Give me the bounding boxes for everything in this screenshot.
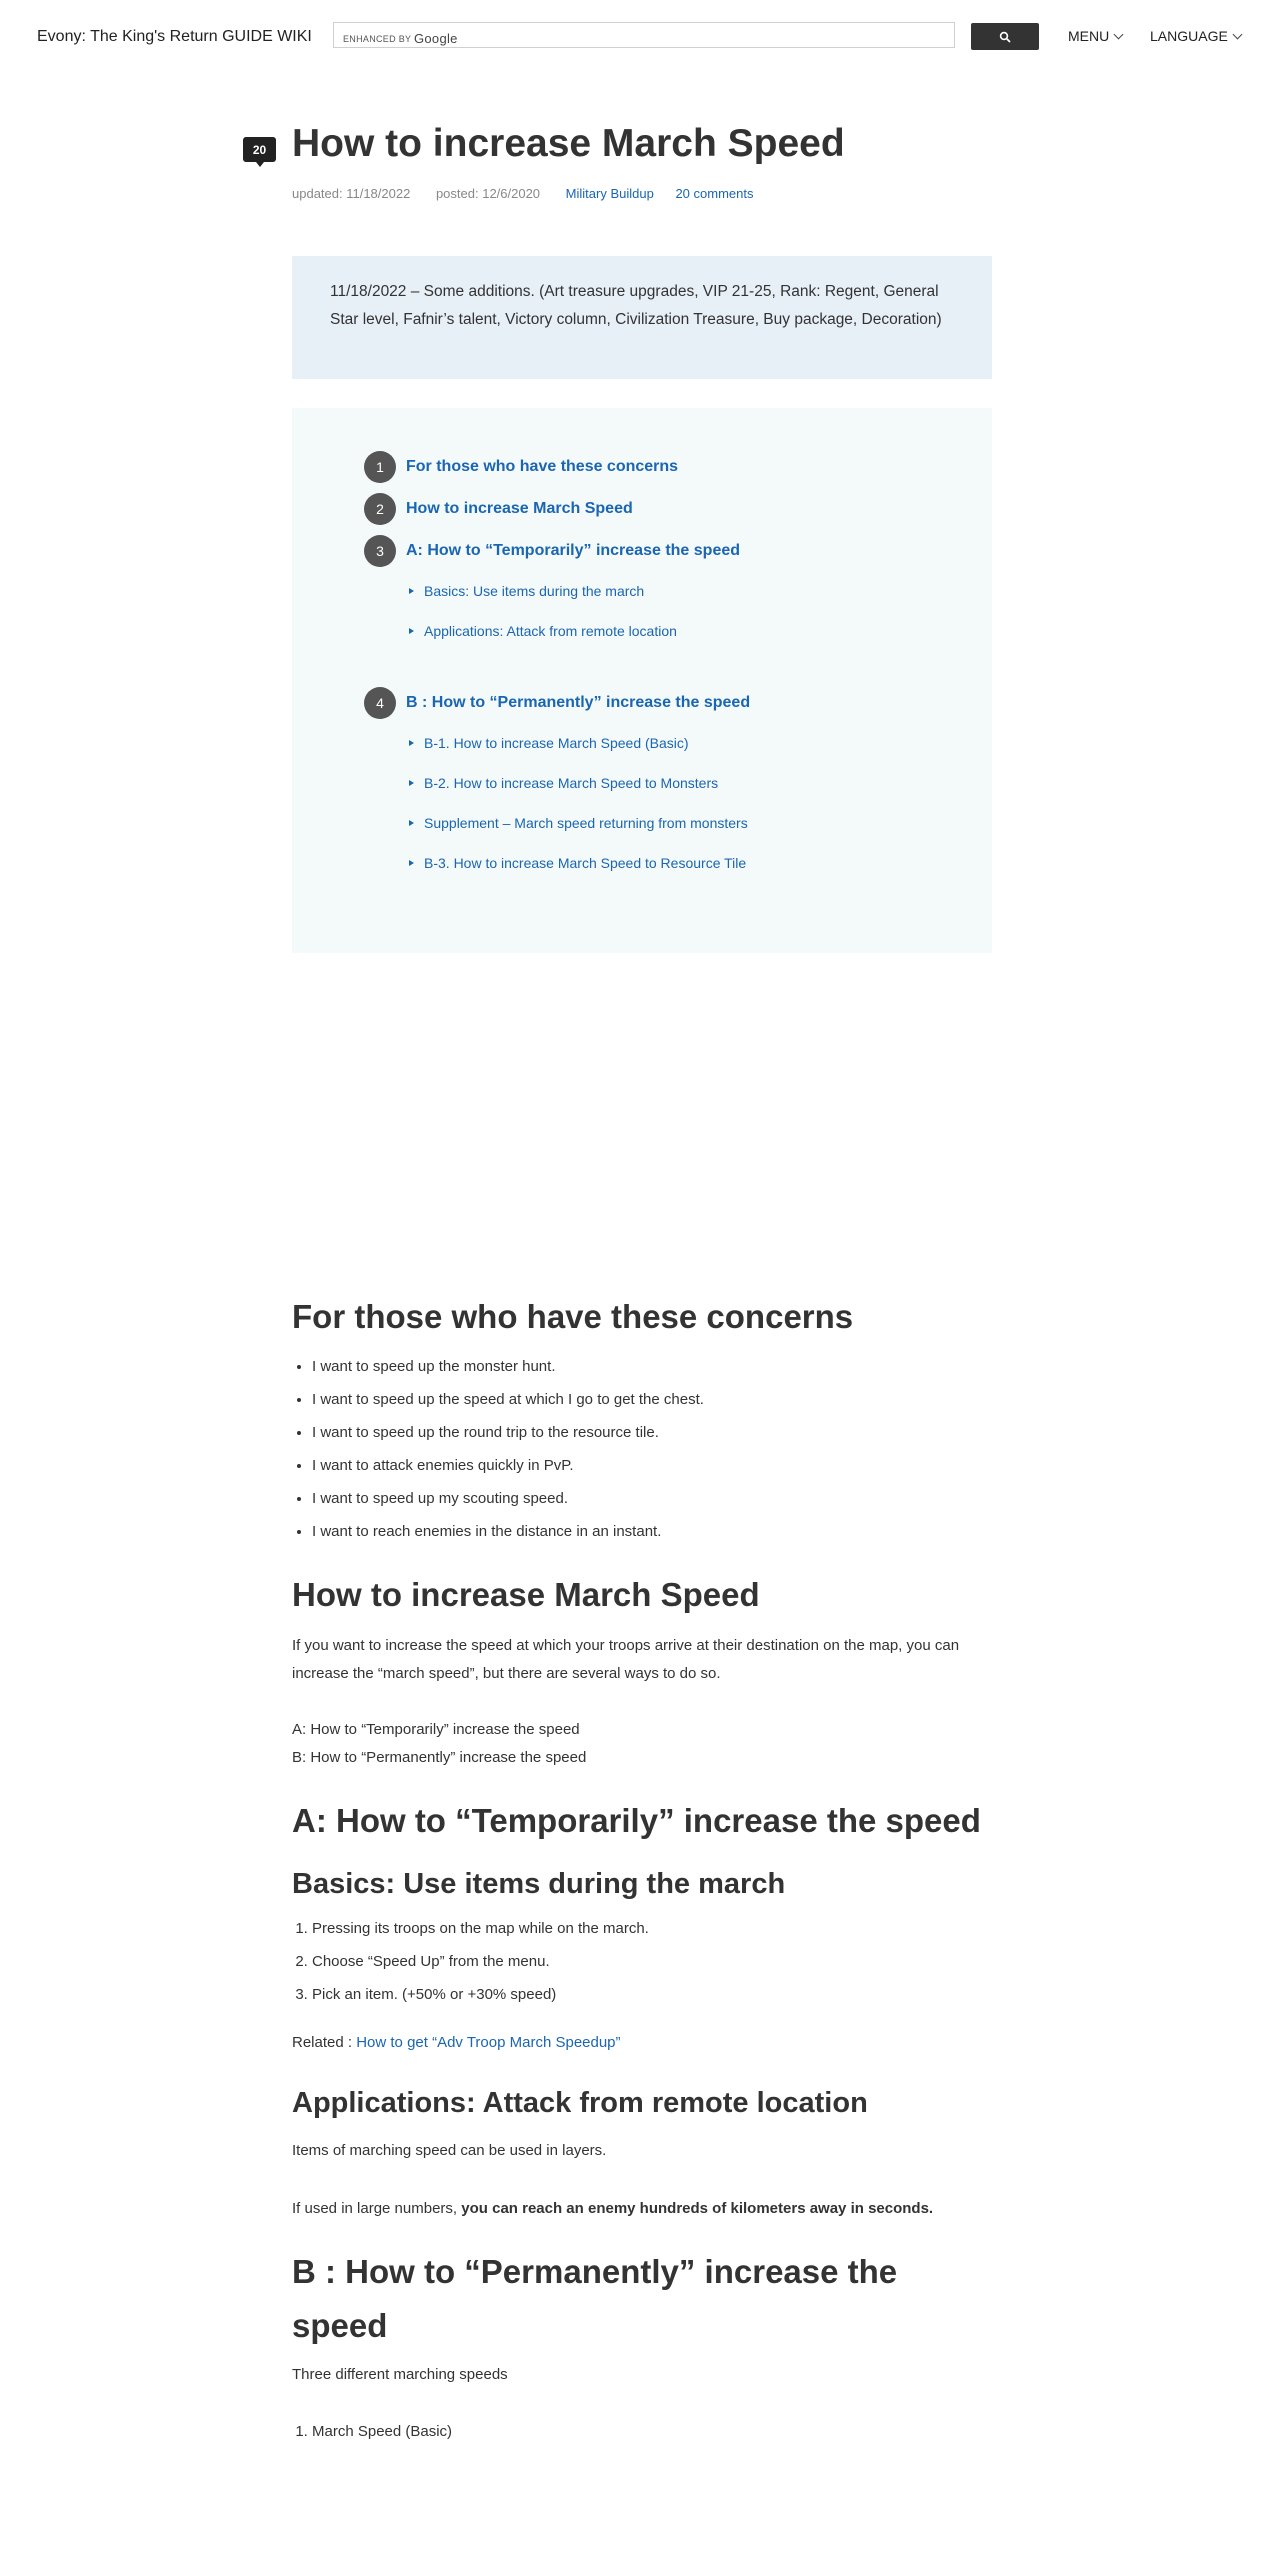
chevron-down-icon [1114,29,1124,39]
list-item: • I want to speed up the monster hunt. [312,1350,992,1383]
toc-number: 1 [364,451,396,483]
paragraph: If you want to increase the speed at which your troops arrive at their destination on the map, you can increase the “march speed”, but there are several ways to do so. [292,1637,960,1682]
comment-count-badge[interactable]: 20 [243,137,276,162]
concerns-list [292,1350,992,1548]
site-title[interactable]: Evony: The King's Return GUIDE WIKI [37,28,312,45]
list-item: • I want to attack enemies quickly in PvP. [312,1449,992,1482]
paragraph: B: How to “Permanently” increase the speed [292,1749,587,1766]
list-item: • I want to speed up my scouting speed. [312,1482,992,1515]
paragraph: Items of marching speed can be used in layers. [292,2142,607,2159]
toc-sublink[interactable]: B-2. How to increase March Speed to Monsters [424,775,719,791]
steps-list [292,1912,992,2011]
chevron-down-icon [1232,29,1242,39]
table-of-contents [292,408,992,953]
language-label: LANGUAGE [1150,28,1228,44]
updated-date: updated: 11/18/2022 [292,186,411,201]
toc-item[interactable] [364,451,678,483]
emphasis-text: you can reach an enemy hundreds of kilometers away in seconds. [461,2200,934,2217]
list-item: • I want to speed up the round trip to the resource tile. [312,1416,992,1449]
toc-sublink[interactable]: B-1. How to increase March Speed (Basic) [424,735,689,751]
speeds-list [292,2415,992,2448]
list-item: 1. March Speed (Basic) [312,2415,992,2448]
subsection-heading: Applications: Attack from remote location [292,2087,868,2119]
list-item: 2. Choose “Speed Up” from the menu. [312,1945,992,1978]
toc-number: 3 [364,535,396,567]
search-icon [999,31,1011,43]
list-item: • I want to speed up the speed at which I go to get the chest. [312,1383,992,1416]
comments-link[interactable]: 20 comments [675,186,754,201]
toc-item[interactable] [364,535,740,567]
toc-number: 4 [364,687,396,719]
section-heading: How to increase March Speed [292,1576,760,1613]
section-heading: B : How to “Permanently” increase the speed [292,2253,898,2344]
category-link[interactable]: Military Buildup [565,186,654,201]
toc-sublink[interactable]: Supplement – March speed returning from monsters [424,815,748,831]
section-heading: For those who have these concerns [292,1298,854,1335]
list-item: 1. Pressing its troops on the map while on the march. [312,1912,992,1945]
paragraph: Three different marching speeds [292,2366,508,2383]
posted-date: posted: 12/6/2020 [435,186,541,201]
toc-item[interactable] [364,687,750,719]
toc-link[interactable]: How to increase March Speed [406,500,633,517]
search-enhanced-label: ENHANCED BY Google [343,31,458,46]
toc-item[interactable] [364,493,633,525]
paragraph [292,2195,992,2223]
search-button[interactable] [971,23,1039,50]
update-notice: 11/18/2022 – Some additions. (Art treasure upgrades, VIP 21-25, Rank: Regent, General Star level, Fafnir’s talent, Victory column, Civilization Treasure, Buy package, Decoration) [292,256,992,379]
menu-button[interactable] [1068,28,1122,44]
toc-link[interactable]: A: How to “Temporarily” increase the speed [406,542,741,559]
related-label: Related : [292,2034,357,2051]
toc-sublink[interactable]: B-3. How to increase March Speed to Resource Tile [424,855,747,871]
list-item: 3. Pick an item. (+50% or +30% speed) [312,1978,992,2011]
list-item: • I want to reach enemies in the distance in an instant. [312,1515,992,1548]
related-link[interactable]: How to get “Adv Troop March Speedup” [356,2034,621,2051]
toc-sublink[interactable]: Basics: Use items during the march [424,583,645,599]
menu-label: MENU [1068,28,1110,44]
page-title: How to increase March Speed [292,122,845,165]
related-line [292,2029,992,2057]
toc-number: 2 [364,493,396,525]
article-body [292,1290,992,2448]
language-button[interactable] [1150,28,1241,44]
toc-link[interactable]: For those who have these concerns [406,458,679,475]
post-meta [292,186,754,201]
subsection-heading: Basics: Use items during the march [292,1868,786,1900]
toc-sublink[interactable]: Applications: Attack from remote location [424,623,677,639]
section-heading: A: How to “Temporarily” increase the speed [292,1802,981,1839]
paragraph-text: If used in large numbers, [292,2200,462,2217]
toc-link[interactable]: B : How to “Permanently” increase the speed [406,694,751,711]
search-input[interactable] [333,22,955,48]
paragraph: A: How to “Temporarily” increase the speed [292,1721,580,1738]
